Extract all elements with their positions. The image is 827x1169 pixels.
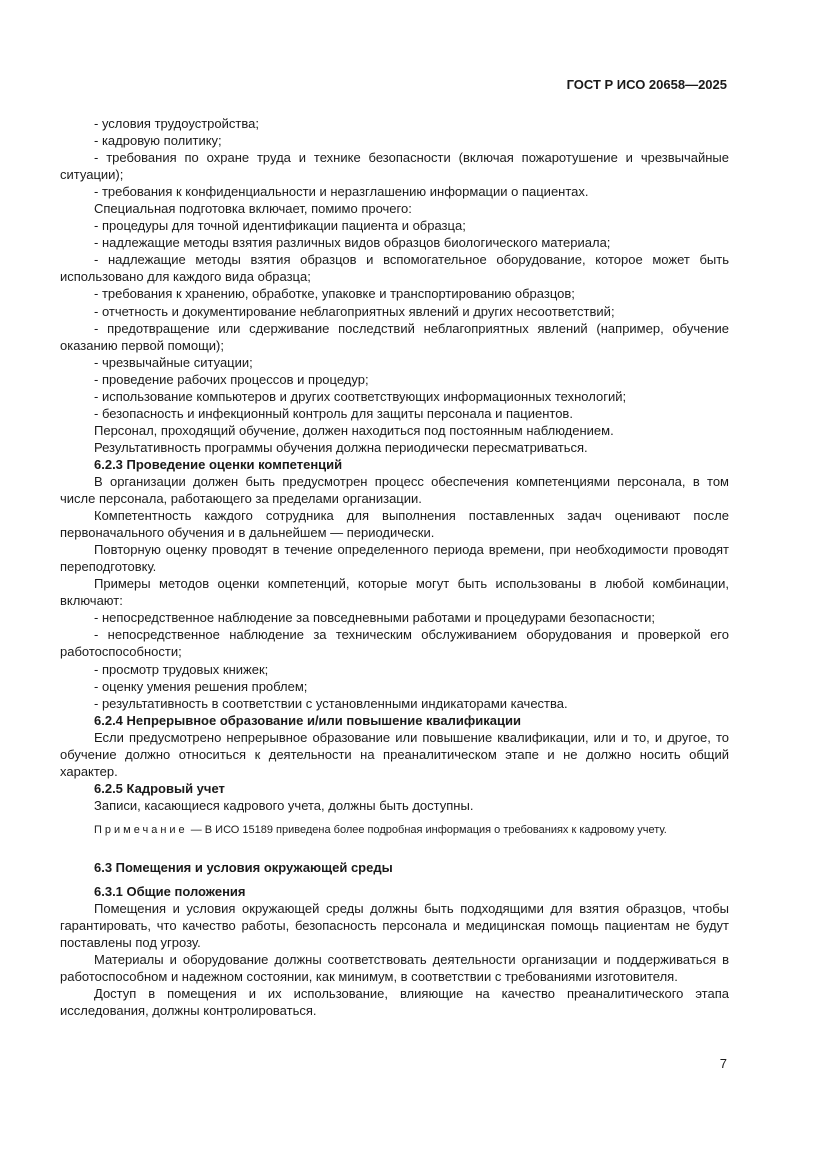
paragraph: Примеры методов оценки компетенций, которые могут быть использованы в любой комбинации, включают: <box>60 576 729 609</box>
paragraph: Повторную оценку проводят в течение определенного периода времени, при необходимости проводят переподготовку. <box>60 542 729 575</box>
paragraph: - надлежащие методы взятия образцов и вспомогательное оборудование, которое может быть использовано для каждого вида образца; <box>60 252 729 285</box>
page-body <box>60 115 729 1019</box>
section-heading-6-2-4: 6.2.4 Непрерывное образование и/или повышение квалификации <box>94 712 521 728</box>
paragraph: - отчетность и документирование неблагоприятных явлений и других несоответствий; <box>94 303 615 319</box>
paragraph: - безопасность и инфекционный контроль для защиты персонала и пациентов. <box>94 405 573 421</box>
paragraph: - проведение рабочих процессов и процедур; <box>94 371 369 387</box>
paragraph: Специальная подготовка включает, помимо прочего: <box>94 201 412 217</box>
paragraph: Результативность программы обучения должна периодически пересматриваться. <box>94 439 588 455</box>
paragraph: - процедуры для точной идентификации пациента и образца; <box>94 218 466 234</box>
paragraph: - кадровую политику; <box>94 133 222 149</box>
paragraph: - предотвращение или сдерживание последствий неблагоприятных явлений (например, обучение оказанию первой помощи); <box>60 320 729 353</box>
paragraph: - требования к хранению, обработке, упаковке и транспортированию образцов; <box>94 286 575 302</box>
section-heading-6-3-1: 6.3.1 Общие положения <box>94 883 246 899</box>
paragraph: Записи, касающиеся кадрового учета, должны быть доступны. <box>94 797 474 813</box>
section-heading-6-2-3: 6.2.3 Проведение оценки компетенций <box>94 456 343 472</box>
paragraph: Помещения и условия окружающей среды должны быть подходящими для взятия образцов, чтобы гарантировать, что качество работы, безопасность персонала и медицинская помощь пациентам не будут поставлены под угрозу. <box>60 901 729 951</box>
section-heading-6-3: 6.3 Помещения и условия окружающей среды <box>94 859 393 875</box>
paragraph: - результативность в соответствии с установленными индикаторами качества. <box>94 695 568 711</box>
paragraph: - надлежащие методы взятия различных видов образцов биологического материала; <box>94 235 611 251</box>
paragraph: - требования к конфиденциальности и неразглашению информации о пациентах. <box>94 184 589 200</box>
paragraph: - оценку умения решения проблем; <box>94 678 308 694</box>
paragraph: Если предусмотрено непрерывное образование или повышение квалификации, или и то, и другое, то обучение должно относиться к деятельности на преаналитическом этапе и не должно носить общий характер. <box>60 729 729 779</box>
page-number: 7 <box>719 1056 727 1071</box>
paragraph: - непосредственное наблюдение за повседневными работами и процедурами безопасности; <box>94 610 656 626</box>
paragraph: - чрезвычайные ситуации; <box>94 354 253 370</box>
paragraph: - просмотр трудовых книжек; <box>94 661 269 677</box>
paragraph: Доступ в помещения и их использование, влияющие на качество преаналитического этапа исследования, должны контролироваться. <box>60 986 729 1019</box>
paragraph: В организации должен быть предусмотрен процесс обеспечения компетенциями персонала, в том числе персонала, работающего за пределами организации. <box>60 473 729 507</box>
paragraph: - условия трудоустройства; <box>94 116 259 131</box>
section-heading-6-2-5: 6.2.5 Кадровый учет <box>94 780 225 796</box>
note-label: Примечание <box>94 823 188 836</box>
training-list <box>60 115 729 456</box>
paragraph: - требования по охране труда и технике безопасности (включая пожаротушение и чрезвычайные ситуации); <box>60 150 729 183</box>
paragraph: Материалы и оборудование должны соответствовать деятельности организации и поддерживаться в работоспособном и надежном состоянии, как минимум, в соответствии с требованиями изготовителя. <box>60 952 729 985</box>
paragraph: - использование компьютеров и других соответствующих информационных технологий; <box>94 388 627 404</box>
paragraph: Персонал, проходящий обучение, должен находиться под постоянным наблюдением. <box>94 422 614 438</box>
note-text: — В ИСО 15189 приведена более подробная информация о требованиях к кадровому учету. <box>187 823 667 836</box>
document-header: ГОСТ Р ИСО 20658—2025 <box>566 77 727 92</box>
paragraph: Компетентность каждого сотрудника для выполнения поставленных задач оценивают после первоначального обучения и в дальнейшем — периодически. <box>60 508 729 541</box>
paragraph: - непосредственное наблюдение за техническим обслуживанием оборудования и проверкой его работоспособности; <box>60 627 729 660</box>
note <box>60 823 729 838</box>
